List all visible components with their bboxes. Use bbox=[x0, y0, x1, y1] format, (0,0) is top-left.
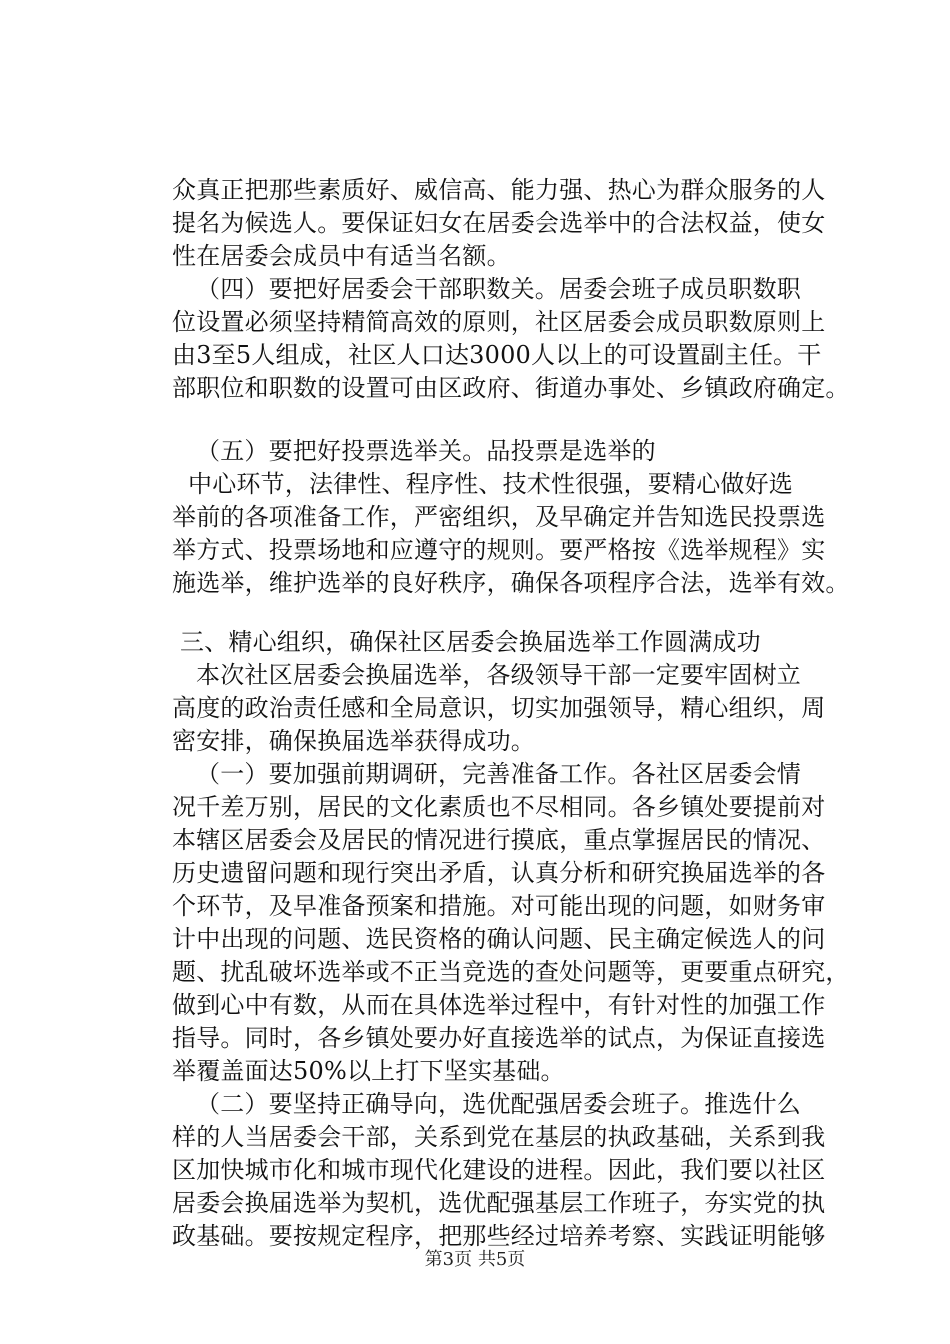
text-line: 计中出现的问题、选民资格的确认问题、民主确定候选人的问 bbox=[172, 925, 826, 953]
document-body bbox=[172, 174, 852, 1253]
text-line: （二）要坚持正确导向，选优配强居委会班子。推选什么 bbox=[196, 1090, 801, 1118]
text-line: 提名为候选人。要保证妇女在居委会选举中的合法权益，使女 bbox=[172, 209, 826, 237]
section-heading: 三、精心组织，确保社区居委会换届选举工作圆满成功 bbox=[180, 628, 761, 656]
text-line: 做到心中有数，从而在具体选举过程中，有针对性的加强工作 bbox=[172, 991, 826, 1019]
text-line: 指导。同时，各乡镇处要办好直接选举的试点，为保证直接选 bbox=[172, 1024, 826, 1052]
text-line: （一）要加强前期调研，完善准备工作。各社区居委会情 bbox=[196, 760, 801, 788]
text-line: 题、扰乱破坏选举或不正当竞选的查处问题等，更要重点研究， bbox=[172, 958, 850, 986]
text-line: 区加快城市化和城市现代化建设的进程。因此，我们要以社区 bbox=[172, 1156, 826, 1184]
text-line: （四）要把好居委会干部职数关。居委会班子成员职数职 bbox=[196, 275, 801, 303]
text-line: 历史遗留问题和现行突出矛盾，认真分析和研究换届选举的各 bbox=[172, 859, 826, 887]
text-line: 个环节，及早准备预案和措施。对可能出现的问题，如财务审 bbox=[172, 892, 826, 920]
paragraph-gap bbox=[172, 405, 852, 435]
text-line: 居委会换届选举为契机，选优配强基层工作班子，夯实党的执 bbox=[172, 1189, 826, 1217]
text-line: 本次社区居委会换届选举，各级领导干部一定要牢固树立 bbox=[196, 661, 801, 689]
text-line: 举方式、投票场地和应遵守的规则。要严格按《选举规程》实 bbox=[172, 536, 826, 564]
paragraph-gap bbox=[172, 600, 852, 626]
text-line: 位设置必须坚持精简高效的原则，社区居委会成员职数原则上 bbox=[172, 308, 826, 336]
text-line: 高度的政治责任感和全局意识，切实加强领导，精心组织，周 bbox=[172, 694, 826, 722]
text-line: 政基础。要按规定程序，把那些经过培养考察、实践证明能够 bbox=[172, 1222, 826, 1250]
text-line: 密安排，确保换届选举获得成功。 bbox=[172, 727, 535, 755]
text-line: 众真正把那些素质好、威信高、能力强、热心为群众服务的人 bbox=[172, 176, 826, 204]
text-line: 举覆盖面达50%以上打下坚实基础。 bbox=[172, 1057, 565, 1085]
text-line: 样的人当居委会干部，关系到党在基层的执政基础，关系到我 bbox=[172, 1123, 826, 1151]
page-number-footer: 第3页 共5页 bbox=[424, 1249, 526, 1270]
text-line: 况千差万别，居民的文化素质也不尽相同。各乡镇处要提前对 bbox=[172, 793, 826, 821]
text-line: 部职位和职数的设置可由区政府、街道办事处、乡镇政府确定。 bbox=[172, 374, 850, 402]
text-line: 本辖区居委会及居民的情况进行摸底，重点掌握居民的情况、 bbox=[172, 826, 826, 854]
text-line: 性在居委会成员中有适当名额。 bbox=[172, 242, 511, 270]
text-line: 施选举，维护选举的良好秩序，确保各项程序合法，选举有效。 bbox=[172, 569, 850, 597]
text-line: （五）要把好投票选举关。品投票是选举的 bbox=[196, 437, 656, 465]
text-line: 举前的各项准备工作，严密组织，及早确定并告知选民投票选 bbox=[172, 503, 826, 531]
text-line: 由3至5人组成，社区人口达3000人以上的可设置副主任。干 bbox=[172, 341, 822, 369]
text-line: 中心环节，法律性、程序性、技术性很强，要精心做好选 bbox=[188, 470, 793, 498]
